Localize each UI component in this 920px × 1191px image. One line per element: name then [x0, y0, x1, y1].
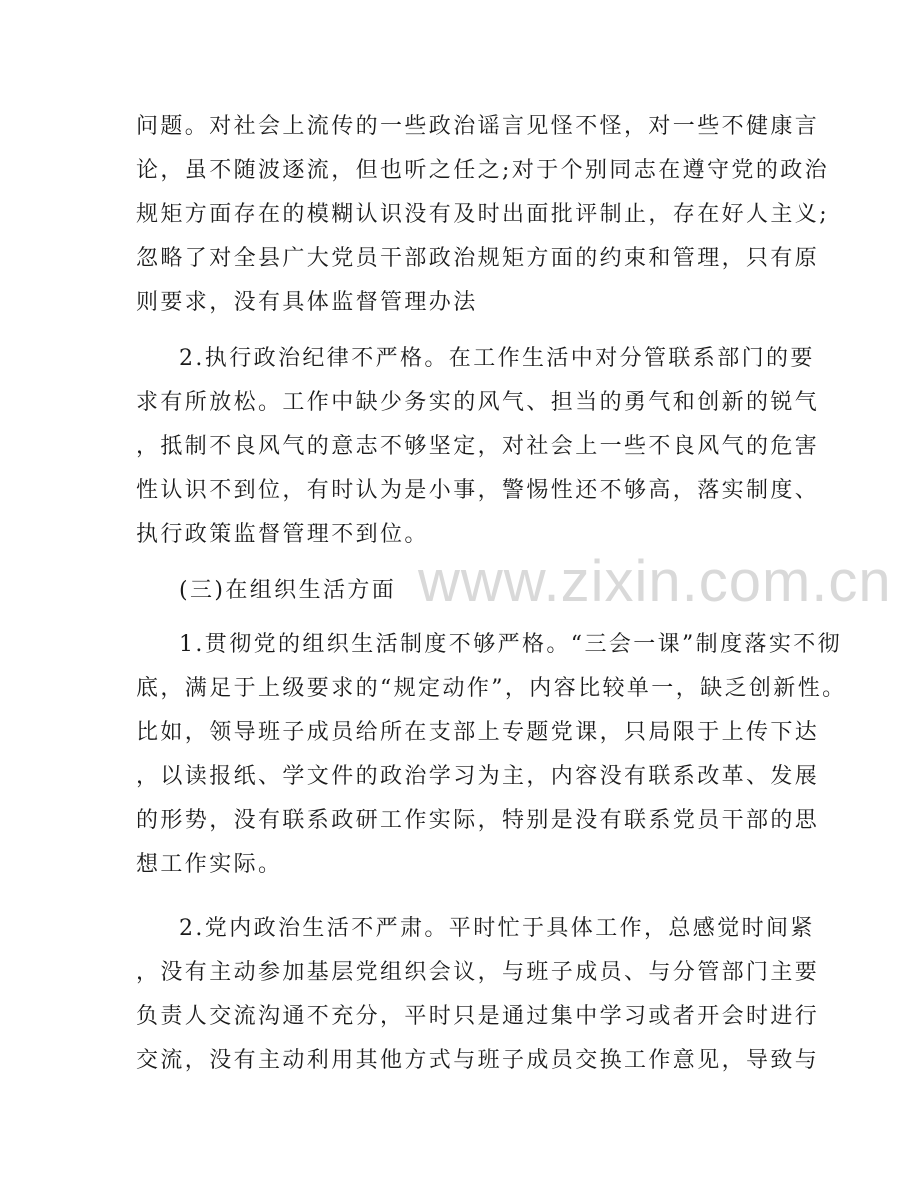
text-line: ，抵制不良风气的意志不够坚定，对社会上一些不良风气的危害 — [136, 434, 820, 459]
text-line: 求有所放松。工作中缺少务实的风气、担当的勇气和创新的锐气 — [136, 390, 820, 415]
text-line: 的形势，没有联系政研工作实际，特别是没有联系党员干部的思 — [136, 808, 820, 833]
text-line: 性认识不到位，有时认为是小事，警惕性还不够高，落实制度、 — [136, 478, 820, 503]
text-line: 2.执行政治纪律不严格。在工作生活中对分管联系部门的要 — [179, 346, 815, 371]
text-line: 忽略了对全县广大党员干部政治规矩方面的约束和管理，只有原 — [136, 246, 820, 271]
watermark: www.zixin.com.cn — [418, 549, 892, 614]
text-line: 执行政策监督管理不到位。 — [136, 522, 429, 547]
text-line: ，以读报纸、学文件的政治学习为主，内容没有联系改革、发展 — [136, 764, 820, 789]
text-line: 想工作实际。 — [136, 852, 283, 877]
text-line: 论，虽不随波逐流，但也听之任之;对于个别同志在遵守党的政治 — [136, 158, 830, 183]
text-line: 底，满足于上级要求的“规定动作”，内容比较单一，缺乏创新性。 — [136, 676, 847, 701]
text-line: 比如，领导班子成员给所在支部上专题党课，只局限于上传下达 — [136, 720, 820, 745]
text-line: 1.贯彻党的组织生活制度不够严格。“三会一课”制度落实不彻 — [179, 632, 843, 657]
text-line: 负责人交流沟通不充分，平时只是通过集中学习或者开会时进行 — [136, 1004, 820, 1029]
text-line: 2.党内政治生活不严肃。平时忙于具体工作，总感觉时间紧 — [179, 916, 815, 941]
text-line: 问题。对社会上流传的一些政治谣言见怪不怪，对一些不健康言 — [136, 114, 820, 139]
text-line: ，没有主动参加基层党组织会议，与班子成员、与分管部门主要 — [136, 960, 820, 985]
text-line: 规矩方面存在的模糊认识没有及时出面批评制止，存在好人主义; — [136, 202, 830, 227]
section-heading: (三)在组织生活方面 — [179, 578, 397, 603]
text-line: 则要求，没有具体监督管理办法 — [136, 290, 478, 315]
text-line: 交流，没有主动利用其他方式与班子成员交换工作意见，导致与 — [136, 1048, 820, 1073]
